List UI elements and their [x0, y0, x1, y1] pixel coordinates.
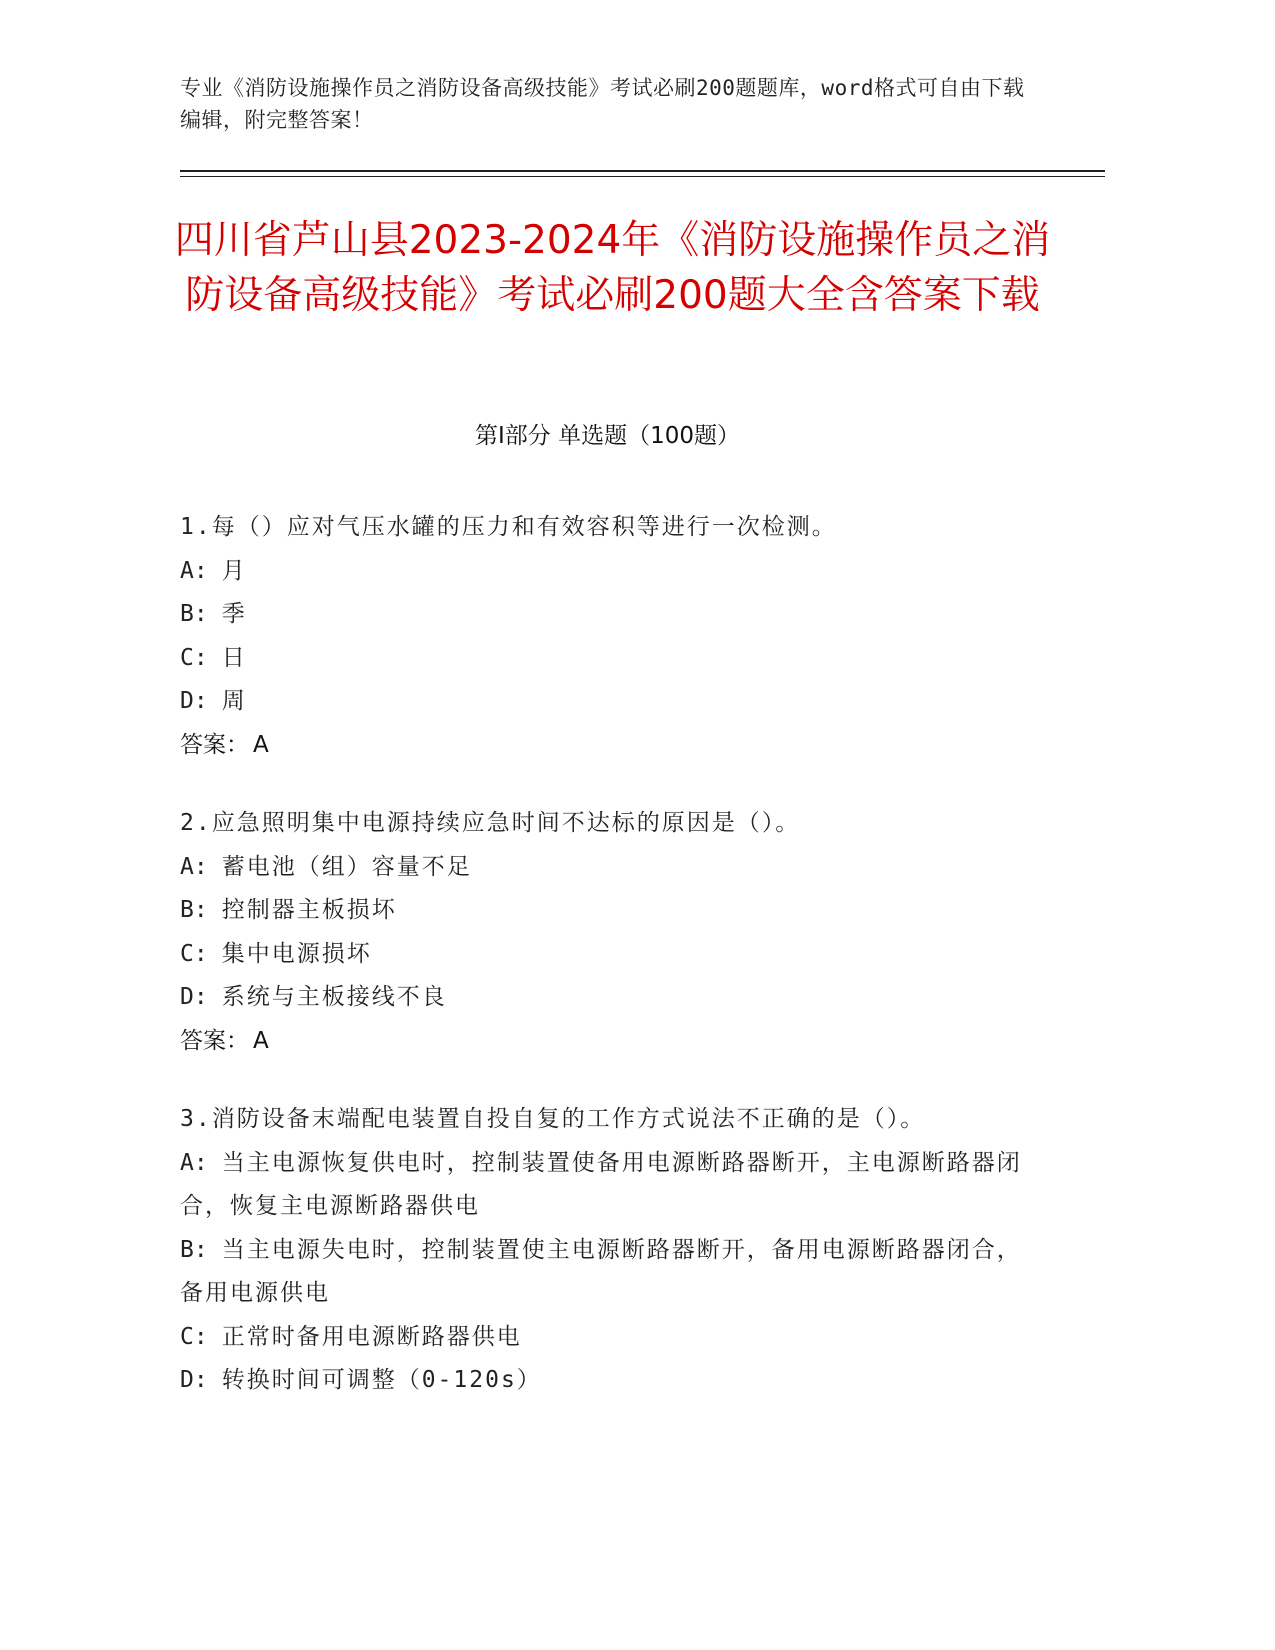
question-stem: 2.应急照明集中电源持续应急时间不达标的原因是（）。	[180, 810, 801, 836]
question-item	[180, 802, 1040, 1063]
question-answer	[180, 724, 1040, 768]
option-key: A:	[180, 853, 208, 880]
option-key: C:	[180, 1323, 208, 1350]
option-key: C:	[180, 644, 208, 671]
option-text: 日	[221, 644, 247, 671]
option-key: C:	[180, 940, 208, 967]
option-text: 月	[221, 557, 247, 584]
question-option	[180, 637, 1040, 681]
answer-value: A	[253, 1027, 269, 1054]
option-text: 系统与主板接线不良	[221, 984, 447, 1010]
header-divider-thin	[180, 176, 1105, 177]
question-option	[180, 1142, 1040, 1229]
option-text: 周	[221, 688, 247, 714]
option-key: A:	[180, 1149, 208, 1176]
option-text: 集中电源损坏	[221, 940, 372, 967]
question-list	[180, 506, 1040, 1438]
question-option	[180, 680, 1040, 724]
header-divider-thick	[180, 170, 1105, 172]
option-key: B:	[180, 897, 208, 923]
question-option	[180, 1316, 1040, 1360]
option-text: 蓄电池（组）容量不足	[221, 853, 472, 880]
answer-value: A	[253, 731, 269, 758]
question-stem: 3.消防设备末端配电装置自投自复的工作方式说法不正确的是（）。	[180, 1106, 926, 1132]
question-answer	[180, 1020, 1040, 1064]
option-key: D:	[180, 1367, 208, 1393]
document-title: 四川省芦山县2023-2024年《消防设施操作员之消防设备高级技能》考试必刷200题大全含答案下载	[174, 218, 1051, 318]
option-text: 当主电源失电时，控制装置使主电源断路器断开，备用电源断路器闭合，备用电源供电	[180, 1236, 1022, 1306]
option-text: 转换时间可调整（0-120s）	[221, 1367, 542, 1393]
answer-label: 答案：	[180, 731, 249, 758]
question-option	[180, 1229, 1040, 1316]
answer-label: 答案：	[180, 1027, 249, 1054]
question-option	[180, 1359, 1040, 1403]
option-text: 正常时备用电源断路器供电	[221, 1323, 522, 1350]
option-key: D:	[180, 688, 208, 714]
option-text: 当主电源恢复供电时，控制装置使备用电源断路器断开，主电源断路器闭合，恢复主电源断路器供电	[180, 1149, 1022, 1219]
option-text: 控制器主板损坏	[221, 897, 397, 923]
option-key: A:	[180, 557, 208, 584]
question-option	[180, 933, 1040, 977]
option-key: B:	[180, 601, 208, 627]
question-item	[180, 1098, 1040, 1403]
question-stem: 1.每（）应对气压水罐的压力和有效容积等进行一次检测。	[180, 514, 837, 540]
question-option	[180, 889, 1040, 933]
question-option	[180, 846, 1040, 890]
section-title: 第I部分 单选题（100题）	[475, 423, 740, 449]
option-text: 季	[221, 601, 247, 627]
question-item	[180, 506, 1040, 767]
option-key: D:	[180, 984, 208, 1010]
option-key: B:	[180, 1236, 208, 1263]
question-option	[180, 593, 1040, 637]
question-option	[180, 976, 1040, 1020]
question-option	[180, 550, 1040, 594]
header-note: 专业《消防设施操作员之消防设备高级技能》考试必刷200题题库，word格式可自由下载编辑，附完整答案！	[180, 76, 1025, 132]
